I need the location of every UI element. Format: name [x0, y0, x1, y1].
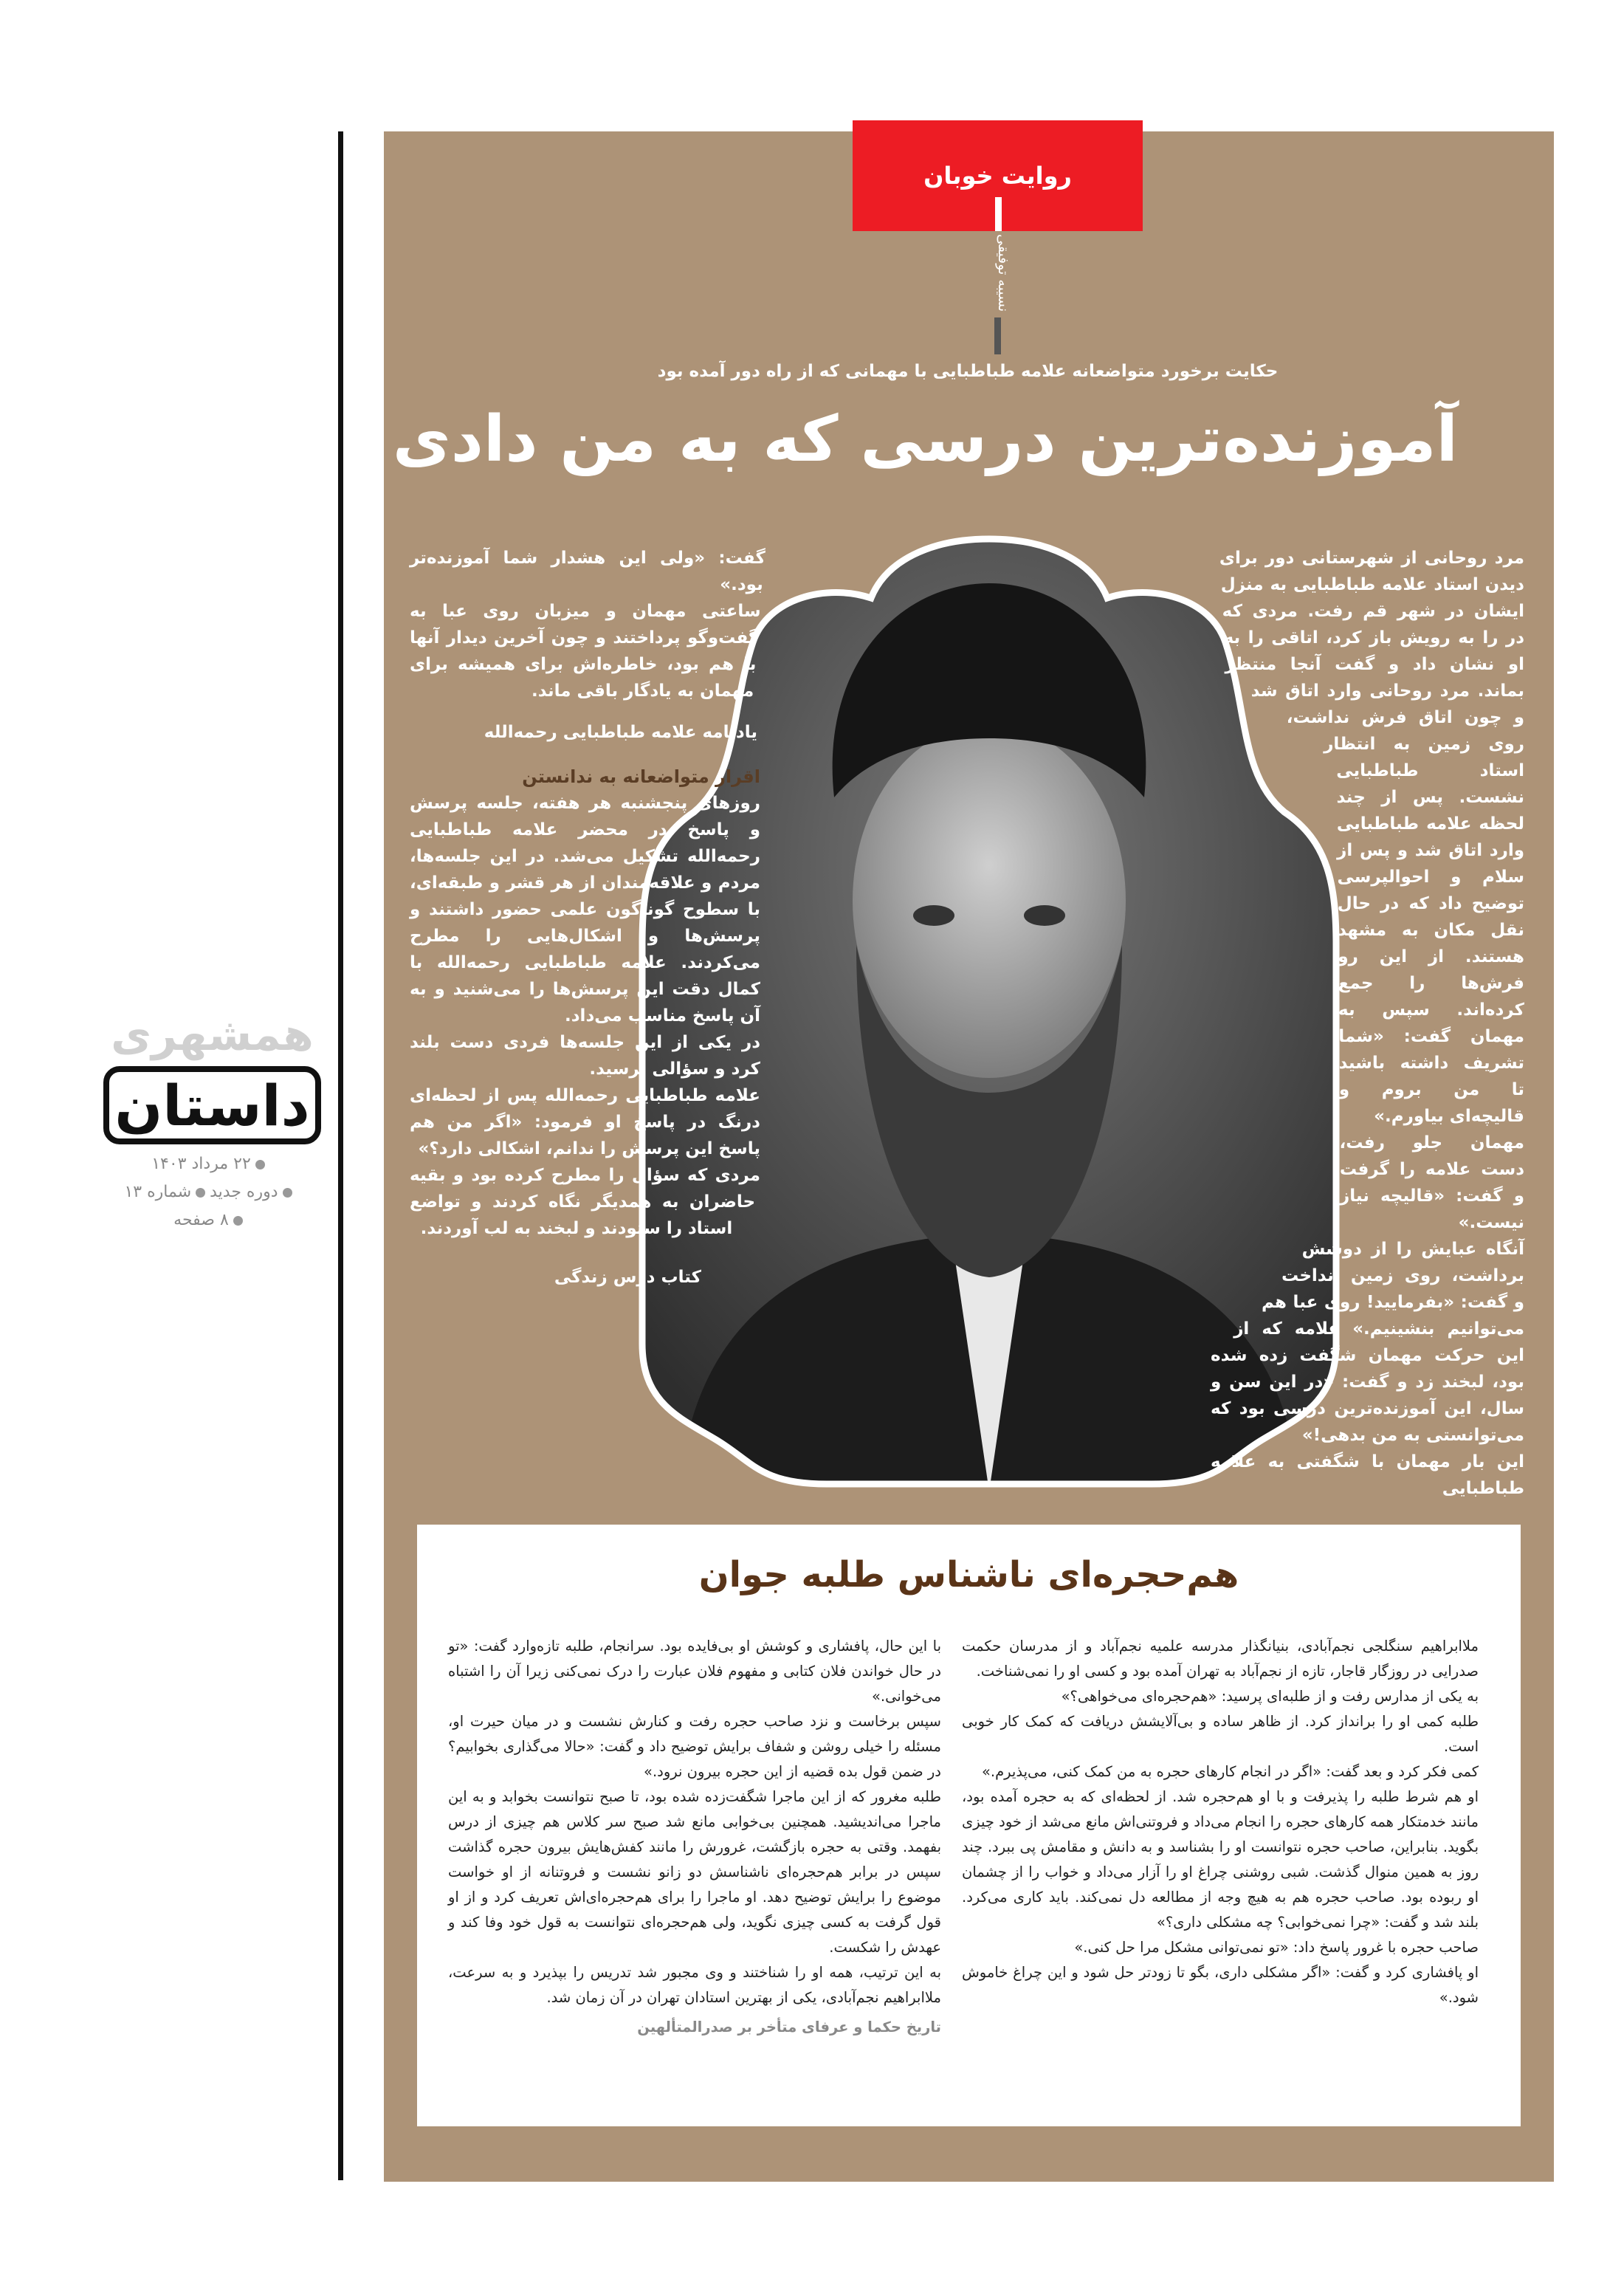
section-label-box [853, 120, 1143, 231]
issue-info [103, 1150, 317, 1234]
byline-bar [994, 317, 1001, 354]
paragraph: مهمان جلو رفت، دست علامه را گرفت و گفت: «قالیچه نیاز نیست.» [1339, 1133, 1524, 1232]
bullet-icon [283, 1188, 292, 1198]
paragraph: روزهای پنجشنبه هر هفته، جلسه پرسش و پاسخ در محضر علامه طباطبایی رحمه‌الله تشکیل می‌شد. در این جلسه‌ها، مردم و علاقه‌مندان از هر قشر و طبقه‌ای، با سطوح گوناگون علمی حضور داشتند و پرسش‌ها و اشکال‌هایی را مطرح می‌کردند. علامه طباطبایی رحمه‌الله با کمال دقت این پرسش‌ها را می‌شنید و به آن پاسخ مناسب می‌داد. [410, 794, 760, 1026]
right-column [1211, 545, 1524, 1502]
box-left-column [448, 1634, 941, 2040]
bullet-icon [196, 1188, 205, 1198]
box-title: هم‌حجره‌ای ناشناس طلبه جوان [698, 1554, 1239, 1595]
paragraph: او پافشاری کرد و گفت: «اگر مشکلی داری، بگو تا زودتر حل شود و این چراغ خاموش شود.» [962, 1964, 1479, 2006]
paragraph: به این ترتیب، همه او را شناختند و وی مجبور شد تدریس را بپذیرد و به سرعت، ملاابراهیم نجم‌آبادی، یکی از بهترین استادان تهران در آن زمان شد. [448, 1964, 941, 2006]
masthead-logo [103, 1011, 321, 1144]
bullet-icon [233, 1216, 243, 1226]
paragraph: علامه طباطبایی رحمه‌الله پس از لحظه‌ای درنگ در پاسخ او فرمود: «اگر من هم پاسخ این پرسش را ندانم، اشکالی دارد؟» [410, 1086, 760, 1158]
kicker: حکایت برخورد متواضعانه علامه طباطبایی با مهمانی که از راه دور آمده بود [657, 362, 1279, 381]
section-label: روایت خوبان [923, 162, 1072, 190]
source-credit: یادنامه علامه طباطبایی رحمه‌الله [484, 723, 757, 742]
paragraph: آنگاه عبایش را از دوشش برداشت، روی زمین انداخت و گفت: «بفرمایید! روی عبا هم می‌توانیم بنشینیم.» علامه که از این حرکت مهمان شگفت زده شده بود، لبخند زد و گفت: «در این سن و سال، این آموزنده‌ترین درسی بود که می‌توانستی به من بدهی!» [1211, 1240, 1524, 1445]
source-credit: تاریخ حکما و عرفای متأخر بر صدرالمتألهین [637, 2019, 941, 2036]
paragraph: مرد روحانی از شهرستانی دور برای دیدن استاد علامه طباطبایی به منزل ایشان در شهر قم رفت. مردی که در را به رویش باز کرد، اتاقی را به او نشان داد و گفت آنجا منتظر بماند. مرد روحانی وارد اتاق شد و چون اتاق فرش نداشت، روی زمین به انتظار استاد طباطبایی نشست. پس از چند لحظه علامه طباطبایی وارد اتاق شد و پس از سلام و احوالپرسی توضیح داد که در حال نقل مکان به مشهد هستند. از این رو فرش‌ها را جمع کرده‌اند. سپس به مهمان گفت: «شما تشریف داشته باشید تا من بروم و قالیچه‌ای بیاورم.» [1219, 549, 1524, 1126]
paragraph: گفت: «ولی این هشدار شما آموزنده‌تر بود.» [410, 549, 765, 594]
paragraph: او هم شرط طلبه را پذیرفت و با او هم‌حجره شد. از لحظه‌ای که به حجره آمده بود، مانند خدمتکار همه کارهای حجره را انجام می‌داد و فروتنی‌اش مانع می‌شد از خود چیزی بگوید. بنابراین، صاحب حجره نتوانست او را بشناسد و به دانش و مقامش پی ببرد. چند روز به همین منوال گذشت. شبی روشنی چراغ او را آزار می‌داد و خواب را از چشمان او ربوده بود. صاحب حجره هم به هیچ وجه از مطالعه دل نمی‌کند. باید کاری می‌کرد. بلند شد و گفت: «چرا نمی‌خوابی؟ چه مشکلی داری؟» [962, 1788, 1479, 1931]
paragraph: سپس برخاست و نزد صاحب حجره رفت و کنارش نشست و در میان حیرت او، مسئله را خیلی روشن و شفاف برایش توضیح داد و گفت: «حالا می‌گذاری بخوابیم؟ در ضمن قول بده قضیه از این حجره بیرون نرود.» [448, 1713, 941, 1780]
paragraph: مردی که سؤال را مطرح کرده بود و بقیه حاضران به همدیگر نگاه کردند و تواضع استاد را ستودند و لبخند به لب آوردند. [410, 1166, 760, 1238]
issue-date: ۲۲ مرداد ۱۴۰۳ [151, 1155, 251, 1173]
bullet-icon [255, 1160, 265, 1169]
byline: نسیبه توفیقی [995, 234, 1011, 312]
face [853, 724, 1126, 1078]
paragraph: در یکی از این جلسه‌ها فردی دست بلند کرد و سؤالی پرسید. [410, 1033, 760, 1079]
headline: آموزنده‌ترین درسی که به من دادی [392, 402, 1458, 476]
sidebar-story-box [417, 1525, 1521, 2126]
issue-period: دوره جدید [210, 1183, 278, 1201]
paragraph: ملاابراهیم سنگلجی نجم‌آبادی، بنیانگذار مدرسه علمیه نجم‌آباد و از مدرسان حکمت صدرایی در روزگار قاجار، تازه از نجم‌آباد به تهران آمده بود و کسی او را نمی‌شناخت. [962, 1638, 1479, 1680]
issue-number: شماره ۱۳ [124, 1183, 192, 1201]
left-column [410, 545, 775, 1431]
paragraph: این بار مهمان با شگفتی به علامه طباطبایی [1211, 1452, 1524, 1498]
box-right-column [962, 1634, 1479, 2010]
paragraph: صاحب حجره با غرور پاسخ داد: «تو نمی‌توانی مشکل مرا حل کنی.» [1074, 1939, 1479, 1956]
paragraph: طلبه مغرور که از این ماجرا شگفت‌زده شده بود، تا صبح نتوانست بخوابد و به این ماجرا می‌اندیشید. همچنین بی‌خوابی مانع شد صبح سر کلاس هم چیزی از درس بفهمد. وقتی به حجره بازگشت، غرورش را مانند کفش‌هایش بیرون حجره گذاشت سپس در برابر هم‌حجره‌ای ناشناسش دو زانو نشست و فروتنانه از او خواست موضوع را برایش توضیح دهد. او ماجرا را برای هم‌حجره‌ای‌اش تعریف کرد و از او قول گرفت به کسی چیزی نگوید، ولی هم‌حجره‌ای نتوانست به قول خود وفا کند و عهدش را شکست. [448, 1788, 941, 1956]
supplement-title: داستان [114, 1072, 310, 1138]
paragraph: طلبه کمی او را برانداز کرد. از ظاهر ساده و بی‌آلایشش دریافت که کمک کار خوبی است. [962, 1713, 1479, 1755]
paragraph: با این حال، پافشاری و کوشش او بی‌فایده بود. سرانجام، طلبه تازه‌وارد گفت: «تو در حال خواندن فلان کتابی و مفهوم فلان عبارت را درک نمی‌کنی زیرا آن را اشتباه می‌خوانی.» [448, 1638, 941, 1705]
source-credit: کتاب درس زندگی [554, 1268, 701, 1287]
brand-name: همشهری [111, 1009, 314, 1061]
label-tick [995, 197, 1002, 231]
paragraph: ساعتی مهمان و میزبان روی عبا به گفت‌وگو پرداختند و چون آخرین دیدار آنها با هم بود، خاطره‌اش برای همیشه برای مهمان به یادگار باقی ماند. [410, 602, 761, 701]
paragraph: به یکی از مدارس رفت و از طلبه‌ای پرسید: «هم‌حجره‌ای می‌خواهی؟» [1061, 1688, 1479, 1705]
subheading: اقرار متواضعانه به ندانستن [522, 766, 760, 787]
margin-rule [338, 131, 343, 2180]
supplement-title-box [103, 1066, 321, 1144]
paragraph: کمی فکر کرد و بعد گفت: «اگر در انجام کارهای حجره به من کمک کنی، می‌پذیرم.» [981, 1763, 1479, 1780]
page-count: ۸ صفحه [173, 1211, 229, 1229]
